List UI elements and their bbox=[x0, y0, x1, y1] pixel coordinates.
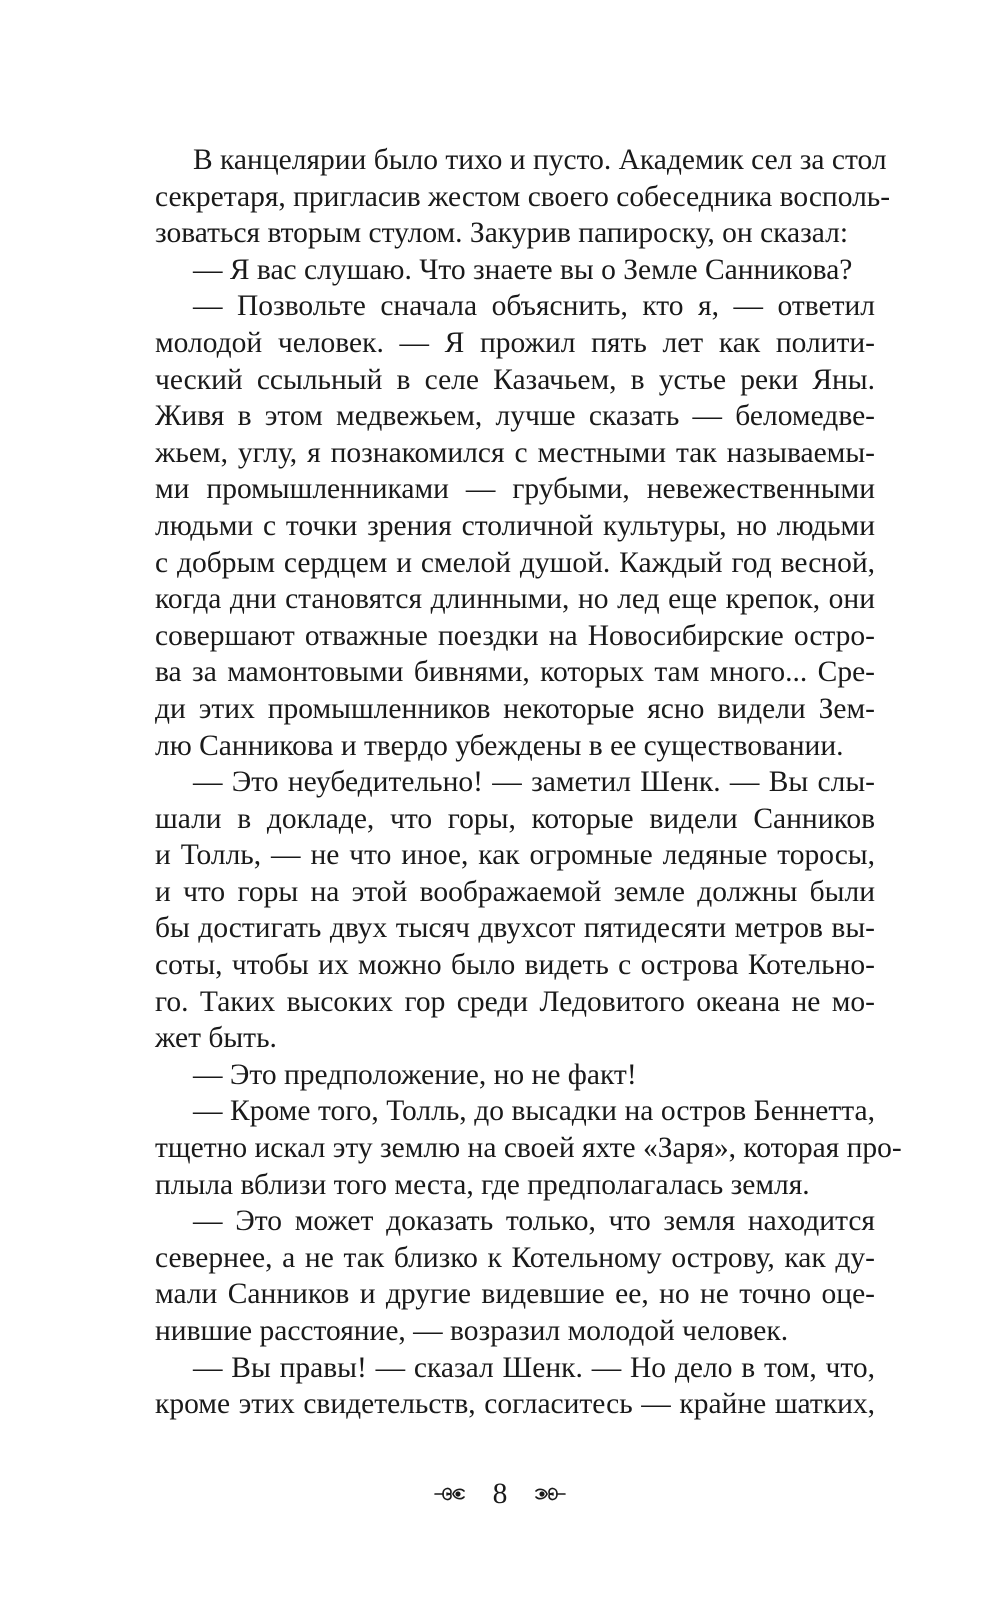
text-line: совершают отважные поездки на Новосибирские остро- bbox=[155, 619, 875, 652]
text-line: шали в докладе, что горы, которые видели Санников bbox=[155, 802, 875, 835]
text-line: нившие расстояние, — возразил молодой человек. bbox=[155, 1315, 789, 1347]
text-line: и что горы на этой воображаемой земле должны были bbox=[155, 875, 875, 908]
page-number: 8 bbox=[492, 1478, 508, 1511]
body-text bbox=[155, 142, 902, 1423]
text-line: молодой человек. — Я прожил пять лет как полити- bbox=[155, 326, 875, 359]
text-line: ва за мамонтовыми бивнями, которых там много... Сре- bbox=[155, 656, 875, 689]
text-line: го. Таких высоких гор среди Ледовитого океана не мо- bbox=[155, 985, 875, 1018]
text-line: севернее, а не так близко к Котельному острову, как ду- bbox=[155, 1241, 875, 1274]
text-line: — Это может доказать только, что земля находится bbox=[193, 1205, 875, 1238]
fleuron-left-icon bbox=[433, 1483, 467, 1505]
page-footer bbox=[0, 1474, 1000, 1512]
fleuron-right-icon bbox=[533, 1483, 567, 1505]
text-line: Живя в этом медвежьем, лучше сказать — беломедве- bbox=[155, 400, 875, 433]
text-line: — Я вас слушаю. Что знаете вы о Земле Санникова? bbox=[193, 253, 853, 286]
text-line: соты, чтобы их можно было видеть с острова Котельно- bbox=[155, 949, 875, 982]
text-line: кроме этих свидетельств, согласитесь — крайне шатких, bbox=[155, 1388, 875, 1421]
text-line: когда дни становятся длинными, но лед еще крепок, они bbox=[155, 583, 875, 616]
text-line: — Это предположение, но не факт! bbox=[193, 1058, 637, 1091]
text-line: и Толль, — не что иное, как огромные ледяные торосы, bbox=[155, 839, 875, 872]
text-line: бы достигать двух тысяч двухсот пятидесяти метров вы- bbox=[155, 912, 875, 945]
text-line: — Кроме того, Толль, до высадки на остров Беннетта, bbox=[193, 1095, 875, 1128]
text-line: плыла вблизи того места, где предполагалась земля. bbox=[155, 1168, 810, 1201]
text-line: лю Санникова и твердо убеждены в ее существовании. bbox=[155, 729, 844, 762]
text-line: жет быть. bbox=[155, 1022, 277, 1055]
text-line: — Позвольте сначала объяснить, кто я, — ответил bbox=[193, 290, 875, 323]
text-line: с добрым сердцем и смелой душой. Каждый год весной, bbox=[155, 546, 875, 579]
text-line: зоваться вторым стулом. Закурив папироску, он сказал: bbox=[155, 217, 849, 250]
text-line: — Вы правы! — сказал Шенк. — Но дело в том, что, bbox=[193, 1351, 875, 1384]
text-line: жьем, углу, я познакомился с местными так называемы- bbox=[155, 436, 875, 469]
text-line: секретаря, пригласив жестом своего собеседника восполь- bbox=[155, 180, 891, 213]
text-line: ми промышленниками — грубыми, невежественными bbox=[155, 473, 875, 506]
text-line: мали Санников и другие видевшие ее, но не точно оце- bbox=[155, 1278, 875, 1311]
text-line: ческий ссыльный в селе Казачьем, в устье реки Яны. bbox=[155, 363, 875, 396]
text-line: людьми с точки зрения столичной культуры, но людьми bbox=[155, 509, 875, 542]
text-line: — Это неубедительно! — заметил Шенк. — Вы слы- bbox=[193, 766, 875, 799]
text-line: В канцелярии было тихо и пусто. Академик сел за стол bbox=[193, 144, 887, 176]
text-line: тщетно искал эту землю на своей яхте «Заря», которая про- bbox=[155, 1132, 902, 1165]
text-line: ди этих промышленников некоторые ясно видели Зем- bbox=[155, 692, 875, 725]
